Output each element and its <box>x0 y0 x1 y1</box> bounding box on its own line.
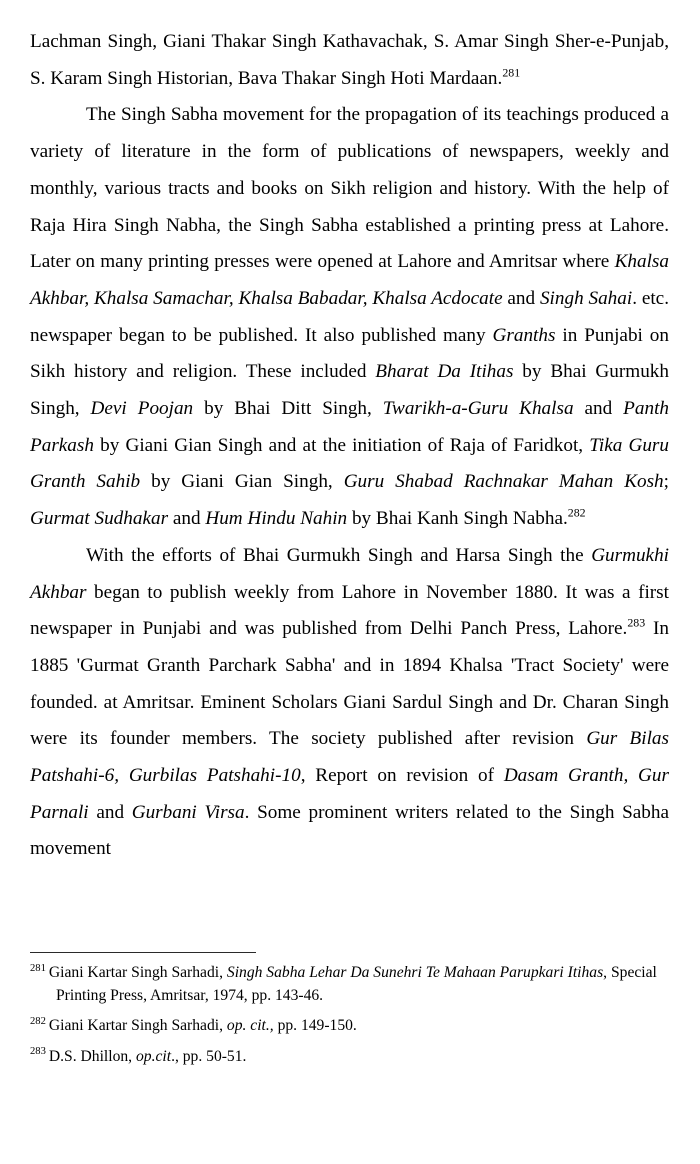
text-run: in Punjabi on Sikh history and religion. These included <box>30 324 669 383</box>
text-run: by Bhai Ditt Singh, <box>193 398 383 420</box>
footnote-number: 282 <box>30 1015 46 1027</box>
text-run: Lachman Singh, Giani Thakar Singh Kathavachak, S. Amar Singh Sher-e-Punjab, S. Karam Singh Historian, Bava Thakar Singh Hoti Mardaan. <box>30 31 669 89</box>
text-run: Giani Kartar Singh Sarhadi, <box>48 1017 227 1034</box>
text-run: and <box>573 398 624 420</box>
italic-title-run: Gurbani Virsa <box>131 801 245 823</box>
text-run: by Giani Gian Singh and at the initiation of Raja of Faridkot, <box>93 434 590 456</box>
italic-title-run: Bharat Da Itihas <box>375 361 514 383</box>
italic-title-run: Khalsa Akhbar, Khalsa Samachar, Khalsa Babadar, Khalsa Acdocate <box>30 251 669 309</box>
text-run: , Report on revision of <box>300 765 504 787</box>
footnote-number: 281 <box>30 962 46 974</box>
italic-title-run: Hum Hindu Nahin <box>205 508 348 530</box>
text-run: and <box>502 287 540 309</box>
italic-title-run: Devi Poojan <box>90 398 194 420</box>
footnote-reference-marker: 281 <box>502 65 521 80</box>
footnote-area <box>30 952 669 1068</box>
text-run: The Singh Sabha movement for the propagation of its teachings produced a variety of literature in the form of publications of newspapers, weekly and monthly, various tracts and books on Sikh religion and history. With the help of Raja Hira Singh Nabha, the Singh Sabha established a printing press at Lahore. Later on many printing presses were opened at Lahore and Amritsar where <box>30 104 669 273</box>
footnote-number: 283 <box>30 1046 46 1058</box>
text-run: . etc. newspaper began to be published. It also published many <box>30 287 669 346</box>
text-run: and <box>88 801 132 823</box>
footnote-separator-rule <box>30 952 256 953</box>
text-run: In 1885 'Gurmat Granth Parchark Sabha' and in 1894 Khalsa 'Tract Society' were founded. at Amritsar. Eminent Scholars Giani Sardul Singh and Dr. Charan Singh were its founder members. The society published after revision <box>30 618 670 750</box>
italic-title-run: Singh Sabha Lehar Da Sunehri Te Mahaan Parupkari Itihas <box>226 964 604 981</box>
text-run: , Special Printing Press, Amritsar, 1974, pp. 143-46. <box>56 964 657 1004</box>
text-run: began to publish weekly from Lahore in November 1880. It was a first newspaper in Punjabi and was published from Delhi Panch Press, Lahore. <box>30 581 669 640</box>
footnote-text <box>49 1048 247 1065</box>
body-text-column <box>30 24 669 868</box>
italic-title-run: Guru Shabad Rachnakar Mahan Kosh <box>343 471 664 493</box>
italic-title-run: Singh Sahai <box>539 287 633 309</box>
footnote-text <box>49 964 657 1004</box>
italic-title-run: op. cit., <box>226 1017 274 1034</box>
para-gurmukhi-akhbar <box>30 538 669 868</box>
text-run: by Bhai Kanh Singh Nabha. <box>347 508 568 530</box>
footnote-283 <box>30 1046 669 1069</box>
footnote-text <box>49 1017 357 1034</box>
italic-title-run: Gurmat Sudhakar <box>30 508 169 530</box>
text-run: ; <box>663 471 669 493</box>
para-singh-sabha-literature <box>30 97 669 537</box>
text-run: by Bhai Gurmukh Singh, <box>30 361 669 420</box>
italic-title-run: Gur Bilas Patshahi-6, Gurbilas Patshahi-10 <box>30 728 669 787</box>
footnote-281 <box>30 962 669 1007</box>
text-run: . Some prominent writers related to the Singh Sabha movement <box>30 801 669 860</box>
text-run: and <box>168 508 206 530</box>
italic-title-run: Granths <box>492 324 556 346</box>
text-run: by Giani Gian Singh, <box>140 471 344 493</box>
footnote-list <box>30 962 669 1068</box>
text-run: pp. 149-150. <box>273 1017 357 1034</box>
italic-title-run: op.cit <box>135 1047 172 1065</box>
text-run: With the efforts of Bhai Gurmukh Singh and Harsa Singh the <box>86 544 592 566</box>
text-run: Giani Kartar Singh Sarhadi, <box>48 964 227 981</box>
italic-title-run: Dasam Granth, Gur Parnali <box>30 765 669 823</box>
italic-title-run: Gurmukhi Akhbar <box>30 544 669 603</box>
para-continued <box>30 24 669 97</box>
italic-title-run: Twarikh-a-Guru Khalsa <box>382 398 574 420</box>
footnote-reference-marker: 283 <box>627 615 646 630</box>
footnote-282 <box>30 1015 669 1038</box>
footnote-reference-marker: 282 <box>567 505 586 520</box>
italic-title-run: Panth Parkash <box>30 398 669 456</box>
italic-title-run: Tika Guru Granth Sahib <box>30 434 669 493</box>
text-run: D.S. Dhillon, <box>48 1047 136 1065</box>
text-run: ., pp. 50-51. <box>171 1047 247 1065</box>
